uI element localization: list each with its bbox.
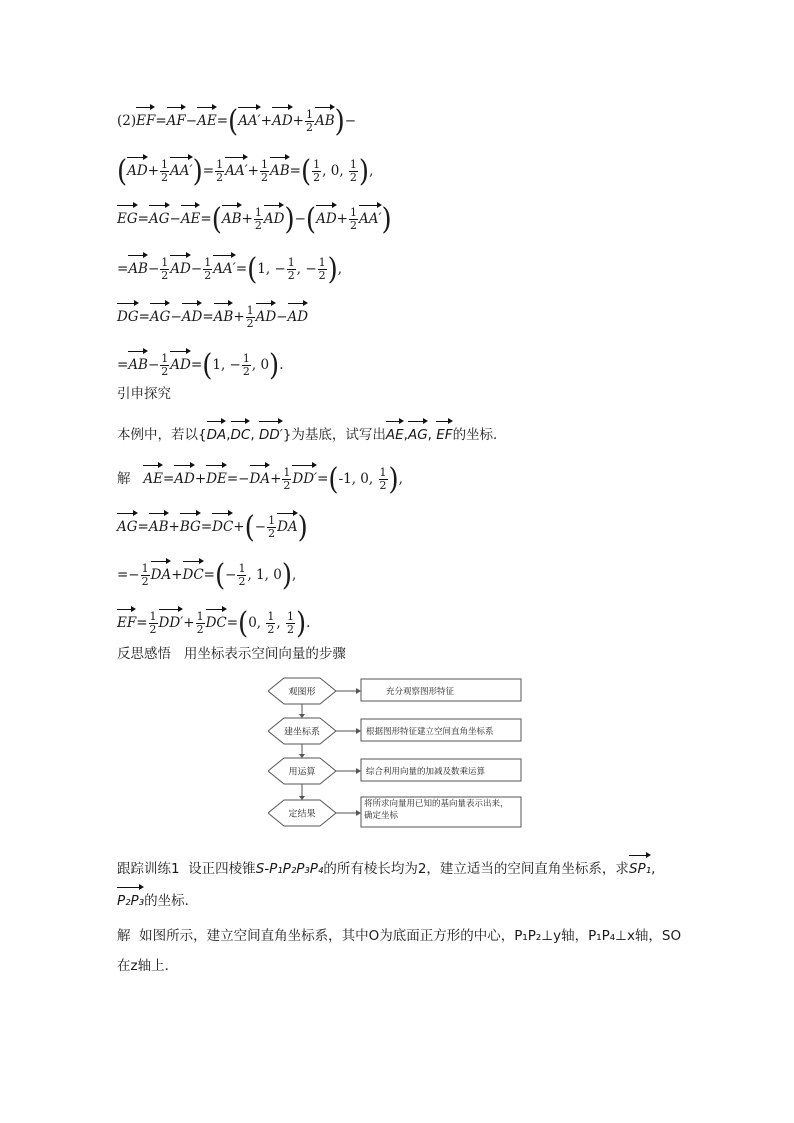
answer-line1: 解 如图所示，建立空间直角坐标系，其中O为底面正方形的中心，P₁P₂⊥y轴，P₁P₄⊥x轴，SO — [117, 928, 682, 944]
vector-ab: AB — [315, 104, 335, 131]
eq-eg-line1: EG=AG−AE=(AB+ $\frac{1}{2}$ AD)−(AD+ $\frac{1}{2}$ AA′) — [117, 202, 392, 237]
step-name-1: 观图形 — [288, 687, 316, 698]
vector-aa1: AA′ — [238, 104, 261, 131]
step-name-4: 定结果 — [288, 809, 316, 820]
step-desc-2: 根据图形特征建立空间直角坐标系 — [366, 727, 494, 737]
answer-line2: 在z轴上． — [117, 958, 179, 974]
step-desc-3: 综合利用向量的加减及数乘运算 — [366, 767, 486, 777]
eq-ef-line2: (AD+ $\frac{1}{2}$ AA′)= $\frac{1}{2}$ AA′+ $\frac{1}{2}$ AB=( $\frac{1}{2}$ , 0, $\frac{1}{2}$ ), — [117, 154, 374, 189]
practice-line2: P₂P₃的坐标． — [117, 884, 198, 911]
reflection: 反思感悟 用坐标表示空间向量的步骤 — [117, 646, 346, 662]
eq-dg-line2: =AB− $\frac{1}{2}$ AD=(1, − $\frac{1}{2}$ , 0). — [117, 348, 284, 383]
practice-line1: 跟踪训练1 设正四棱锥S-P₁P₂P₃P₄的所有棱长均为2，建立适当的空间直角坐标系，求SP₁, — [117, 852, 655, 879]
extend-question: 本例中，若以{DA,DC, DD′}为基底，试写出AE,AG, EF的坐标． — [117, 418, 507, 445]
fraction: $\frac{1}{2}$ — [305, 108, 313, 134]
step-desc-4: 将所求向量用已知的基向量表示出来，确定坐标 — [364, 799, 509, 821]
step-name-2: 建坐标系 — [283, 727, 321, 738]
eq-ef-line1: (2)EF=AF−AE=(AA′+AD+ $\frac{1}{2}$ AB)− — [117, 104, 357, 139]
vector-ad: AD — [272, 104, 293, 131]
eq-dg-line1: DG=AG−AD=AB+ $\frac{1}{2}$ AD−AD — [117, 300, 308, 330]
sol-ag-line2: =− $\frac{1}{2}$ DA+DC=(− $\frac{1}{2}$ , 1, 0), — [117, 558, 297, 593]
sol-ag-line1: AG=AB+BG=DC+(− $\frac{1}{2}$ DA) — [117, 510, 308, 545]
vector-ae: AE — [197, 104, 217, 131]
steps-flowchart — [268, 676, 528, 836]
eq-eg-line2: =AB− $\frac{1}{2}$ AD− $\frac{1}{2}$ AA′=(1, − $\frac{1}{2}$ , − $\frac{1}{2}$ ), — [117, 252, 343, 287]
sol-ae: 解 AE=AD+DE=−DA+ $\frac{1}{2}$ DD′=(-1, 0, $\frac{1}{2}$ ), — [117, 462, 403, 497]
sol-ef: EF= $\frac{1}{2}$ DD′+ $\frac{1}{2}$ DC=(0, $\frac{1}{2}$ , $\frac{1}{2}$ ). — [117, 606, 311, 641]
vector-ef: EF — [136, 104, 155, 131]
vector-af: AF — [167, 104, 186, 131]
step-desc-1: 充分观察图形特征 — [386, 687, 455, 697]
heading-extend: 引申探究 — [117, 386, 171, 402]
step-name-3: 用运算 — [288, 767, 316, 778]
part-label: (2) — [117, 113, 137, 129]
